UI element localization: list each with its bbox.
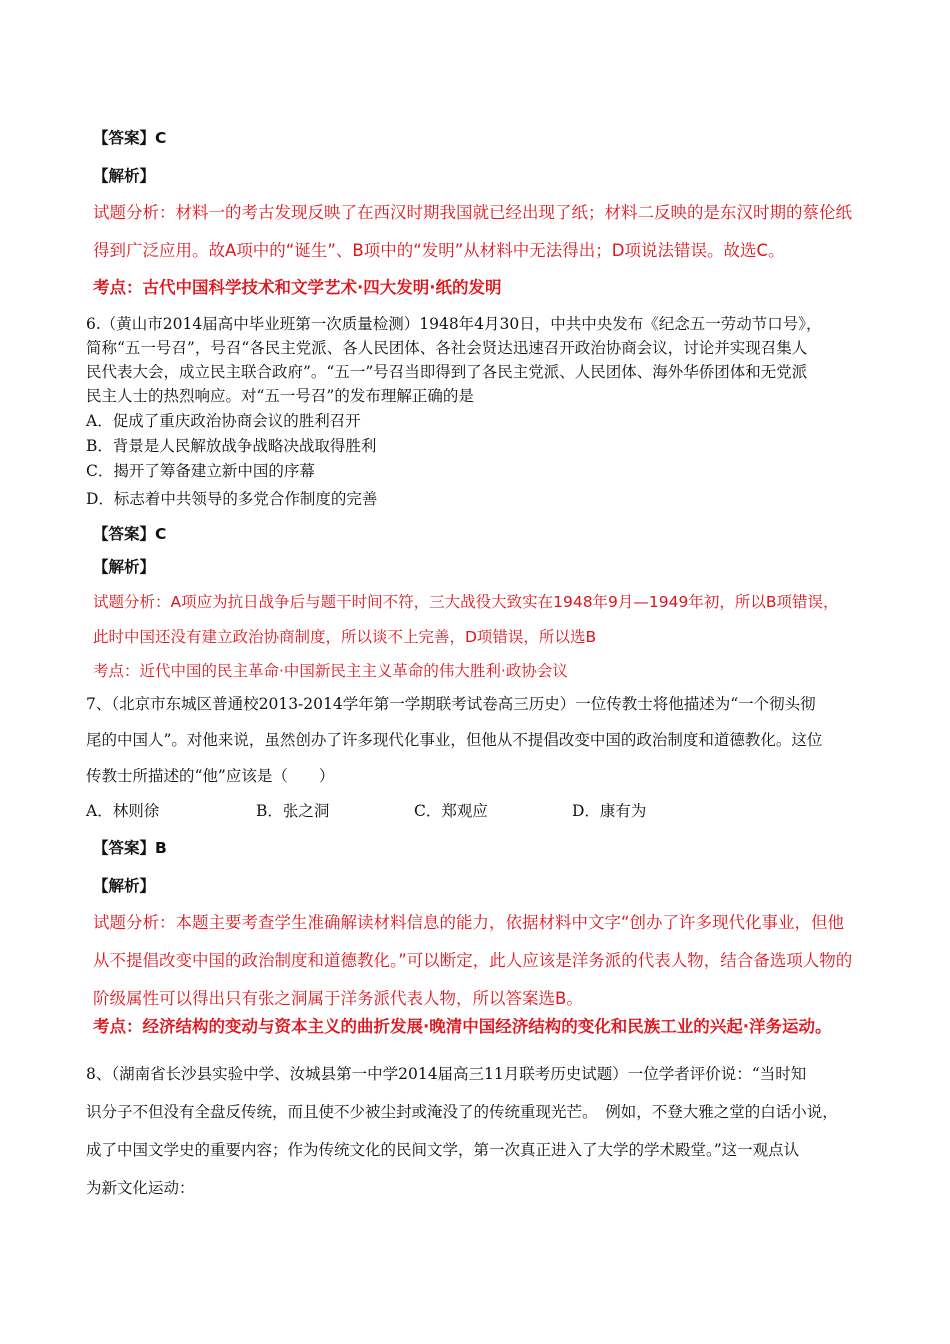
q8-stem-line-2: 识分子不但没有全盘反传统，而且使不少被尘封或淹没了的传统重现光芒。 例如，不登大雅之堂的白话小说， (86, 1103, 838, 1121)
q6-stem-line-3: 民代表大会，成立民主联合政府”。“五一”号召当即得到了各民主党派、人民团体、海外华侨团体和无党派 (86, 363, 808, 381)
q7-option-b: B．张之洞 (256, 802, 330, 820)
q5-analysis-label: 【解析】 (93, 167, 156, 185)
q7-analysis-label: 【解析】 (93, 877, 156, 895)
q6-option-a: A．促成了重庆政治协商会议的胜利召开 (86, 412, 361, 430)
q7-stem-line-1: 7、（北京市东城区普通校2013-2014学年第一学期联考试卷高三历史）一位传教士将他描述为“一个彻头彻 (86, 695, 816, 713)
q6-answer-label: 【答案】C (93, 525, 167, 543)
q7-analysis-line-2: 从不提倡改变中国的政治制度和道德教化。”可以断定，此人应该是洋务派的代表人物，结合备选项人物的 (93, 951, 853, 970)
q6-stem-line-4: 民主人士的热烈响应。对“五一号召”的发布理解正确的是 (86, 387, 474, 405)
q7-kaodian: 考点：经济结构的变动与资本主义的曲折发展·晚清中国经济结构的变化和民族工业的兴起·洋务运动。 (93, 1017, 832, 1036)
q7-option-d: D．康有为 (572, 802, 647, 820)
q5-analysis-line-1: 试题分析：材料一的考古发现反映了在西汉时期我国就已经出现了纸；材料二反映的是东汉时期的蔡伦纸 (93, 203, 852, 222)
q5-analysis-line-2: 得到广泛应用。故A项中的“诞生”、B项中的“发明”从材料中无法得出；D项说法错误。故选C。 (93, 241, 785, 260)
q7-stem-line-3: 传教士所描述的“他”应该是（ ） (86, 767, 335, 785)
q7-analysis-line-1: 试题分析：本题主要考查学生准确解读材料信息的能力，依据材料中文字“创办了许多现代化事业，但他 (93, 913, 845, 932)
q6-analysis-line-2: 此时中国还没有建立政治协商制度，所以谈不上完善，D项错误，所以选B (93, 628, 597, 646)
q8-stem-line-4: 为新文化运动： (86, 1179, 195, 1197)
q6-kaodian: 考点：近代中国的民主革命·中国新民主主义革命的伟大胜利·政协会议 (93, 662, 568, 680)
q7-analysis-line-3: 阶级属性可以得出只有张之洞属于洋务派代表人物，所以答案选B。 (93, 989, 583, 1008)
q7-options-row (86, 801, 876, 821)
q6-stem-line-2: 简称“五一号召”，号召“各民主党派、各人民团体、各社会贤达迅速召开政治协商会议，讨论并实现召集人 (86, 339, 808, 357)
q7-option-a: A．林则徐 (86, 802, 160, 820)
q6-analysis-label: 【解析】 (93, 558, 156, 576)
q6-option-d: D．标志着中共领导的多党合作制度的完善 (86, 490, 378, 508)
q7-option-c: C．郑观应 (414, 802, 488, 820)
q6-stem-line-1: 6.（黄山市2014届高中毕业班第一次质量检测）1948年4月30日，中共中央发布《纪念五一劳动节口号》， (86, 315, 822, 333)
q6-analysis-line-1: 试题分析：A项应为抗日战争后与题干时间不符，三大战役大致实在1948年9月—1949年初，所以B项错误， (93, 593, 839, 611)
q6-option-c: C．揭开了筹备建立新中国的序幕 (86, 462, 315, 480)
q5-answer-label: 【答案】C (93, 129, 167, 147)
q5-kaodian: 考点：古代中国科学技术和文学艺术·四大发明·纸的发明 (93, 278, 502, 297)
q8-stem-line-3: 成了中国文学史的重要内容；作为传统文化的民间文学，第一次真正进入了大学的学术殿堂。”这一观点认 (86, 1141, 800, 1159)
q7-answer-label: 【答案】B (93, 839, 167, 857)
q8-stem-line-1: 8、（湖南省长沙县实验中学、汝城县第一中学2014届高三11月联考历史试题）一位学者评价说：“当时知 (86, 1065, 807, 1083)
q6-option-b: B．背景是人民解放战争战略决战取得胜利 (86, 437, 377, 455)
q7-stem-line-2: 尾的中国人”。对他来说，虽然创办了许多现代化事业，但他从不提倡改变中国的政治制度和道德教化。这位 (86, 731, 823, 749)
